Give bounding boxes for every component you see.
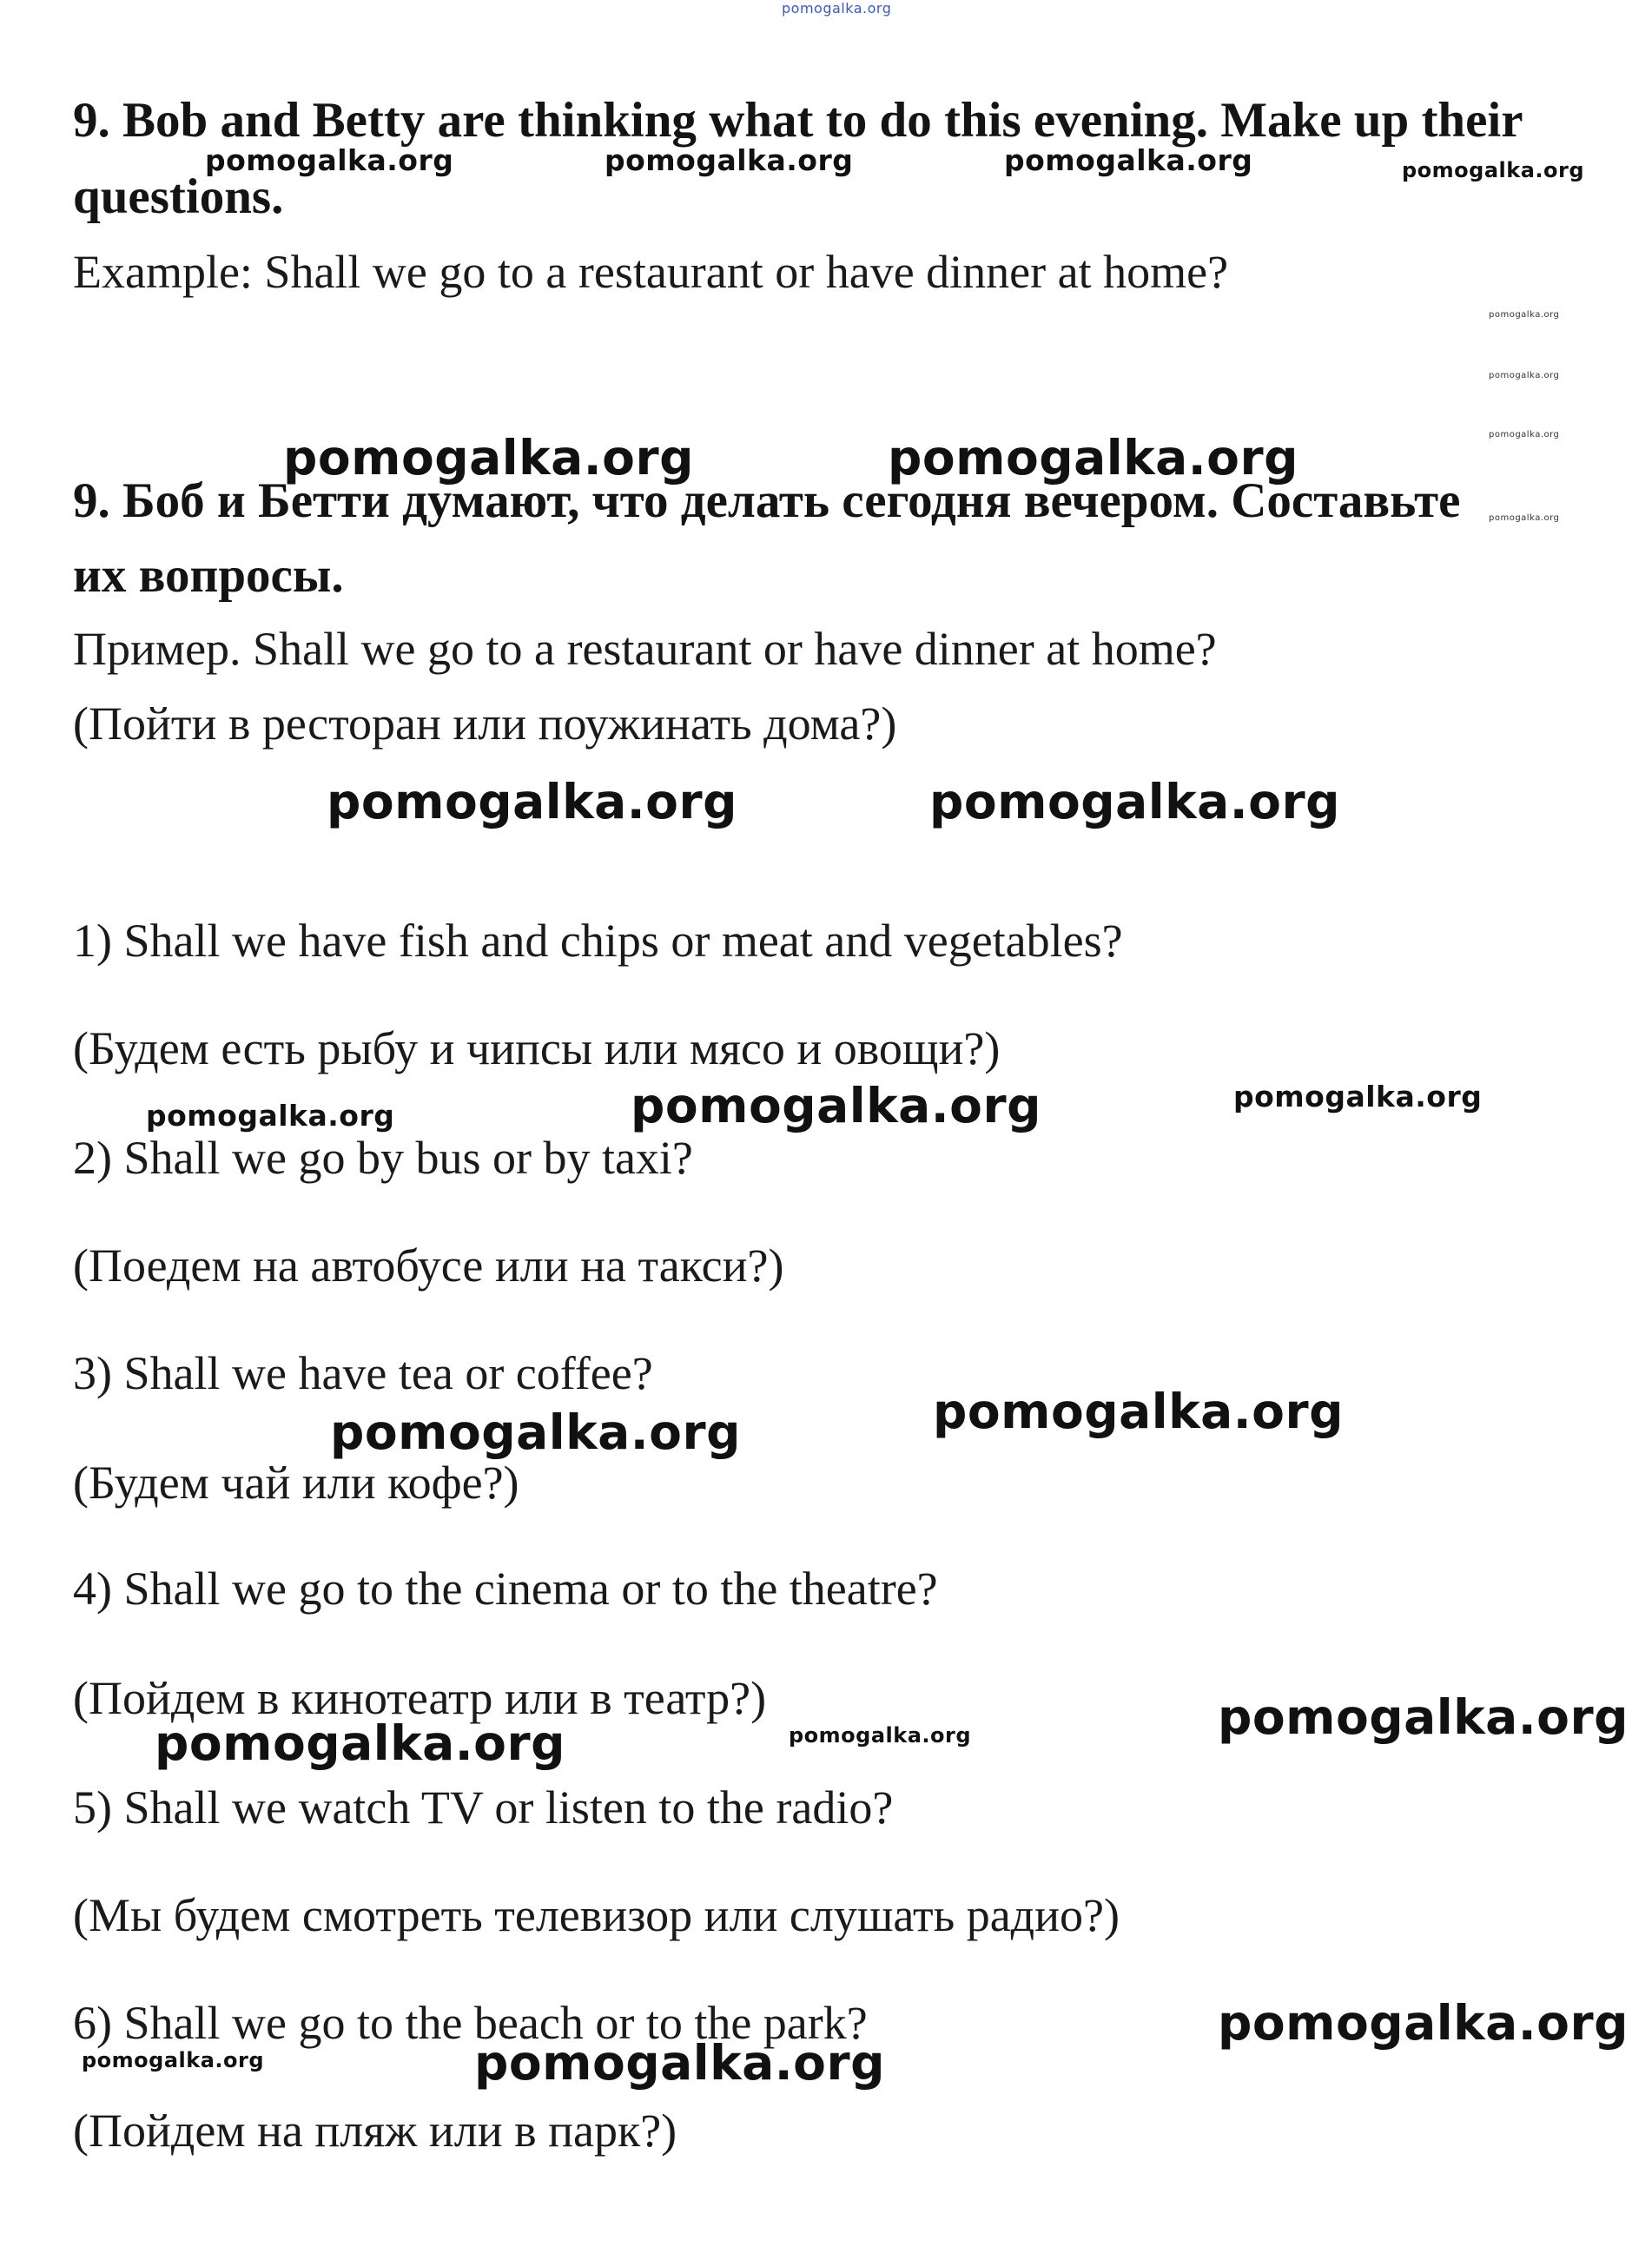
watermark: pomogalka.org xyxy=(929,774,1340,829)
answer-translation: (Будем есть рыбу и чипсы или мясо и овощи?) xyxy=(73,1022,1001,1074)
top-watermark: pomogalka.org xyxy=(782,0,892,17)
watermark: pomogalka.org xyxy=(474,2035,885,2091)
russian-heading-line1: 9. Боб и Бетти думают, что делать сегодня вечером. Составьте xyxy=(73,473,1461,528)
watermark: pomogalka.org xyxy=(631,1078,1041,1133)
answer-question: 5) Shall we watch TV or listen to the radio? xyxy=(73,1781,894,1834)
watermark: pomogalka.org xyxy=(330,1404,741,1460)
answer-question: 2) Shall we go by bus or by taxi? xyxy=(73,1132,693,1184)
watermark: pomogalka.org xyxy=(1402,158,1585,182)
english-example: Example: Shall we go to a restaurant or have dinner at home? xyxy=(73,246,1229,298)
answer-question: 3) Shall we have tea or coffee? xyxy=(73,1347,653,1399)
watermark: pomogalka.org xyxy=(1489,371,1560,380)
watermark: pomogalka.org xyxy=(205,143,454,177)
watermark: pomogalka.org xyxy=(1489,513,1560,523)
watermark: pomogalka.org xyxy=(155,1715,565,1771)
answer-question: 6) Shall we go to the beach or to the park? xyxy=(73,1997,868,2049)
watermark: pomogalka.org xyxy=(605,143,854,177)
watermark: pomogalka.org xyxy=(327,774,737,829)
watermark: pomogalka.org xyxy=(1218,1995,1629,2051)
watermark: pomogalka.org xyxy=(933,1384,1344,1439)
english-heading-line1: 9. Bob and Betty are thinking what to do this evening. Make up their xyxy=(73,93,1523,148)
english-heading-line2: questions. xyxy=(73,169,284,224)
watermark: pomogalka.org xyxy=(1218,1689,1629,1745)
watermark: pomogalka.org xyxy=(82,2048,265,2072)
answer-question: 1) Shall we have fish and chips or meat and vegetables? xyxy=(73,915,1123,967)
answer-translation: (Пойдем на пляж или в парк?) xyxy=(73,2105,677,2157)
watermark: pomogalka.org xyxy=(888,430,1298,486)
answer-question: 4) Shall we go to the cinema or to the theatre? xyxy=(73,1563,938,1615)
watermark: pomogalka.org xyxy=(1489,430,1560,439)
answer-translation: (Пойдем в кинотеатр или в театр?) xyxy=(73,1672,767,1724)
russian-example: Пример. Shall we go to a restaurant or have dinner at home? xyxy=(73,623,1217,675)
answer-translation: (Поедем на автобусе или на такси?) xyxy=(73,1239,784,1292)
watermark: pomogalka.org xyxy=(1233,1080,1483,1113)
russian-heading-line2: их вопросы. xyxy=(73,548,344,603)
answer-translation: (Мы будем смотреть телевизор или слушать радио?) xyxy=(73,1889,1120,1941)
watermark: pomogalka.org xyxy=(1004,143,1253,177)
answer-translation: (Будем чай или кофе?) xyxy=(73,1457,519,1509)
watermark: pomogalka.org xyxy=(1489,310,1560,320)
russian-example-translation: (Пойти в ресторан или поужинать дома?) xyxy=(73,697,897,750)
watermark: pomogalka.org xyxy=(146,1099,395,1133)
watermark: pomogalka.org xyxy=(789,1723,972,1748)
watermark: pomogalka.org xyxy=(283,430,694,486)
